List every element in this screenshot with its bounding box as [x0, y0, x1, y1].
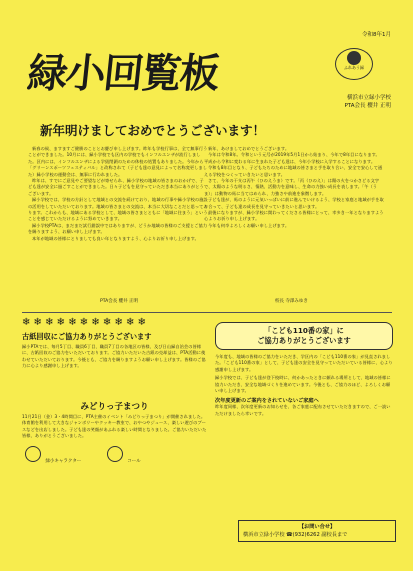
date: 令和8年1月: [362, 32, 391, 38]
festival-body: 11月21日（金）3・4時間目に、PTA主催のイベント「みどりっ子まつり」が開催されました。体育館を利用して大きなジャンボリーやクッキー教室で、おやつやジュース、楽しい遊びのブースなどを出店しました。子ども達の笑顔があふれる楽しい時間となりました。ご協力いただいた皆様、ありがとうございました。: [22, 414, 207, 439]
right-para: 令和も8年目となり、子どもたちのために地域の皆さまと手を取り合い、安全で安心して通える学校をつくっていきたいと思います。: [204, 165, 383, 177]
left-column: [28, 146, 208, 242]
section-110: [215, 322, 393, 417]
logo-text: ふれあう緑: [344, 65, 364, 70]
right-para: 新年、あけましておめでとうございます。: [208, 146, 290, 151]
callout-title-line2: ご協力ありがとうございます: [257, 336, 351, 345]
divider: [22, 312, 392, 313]
festival-characters: [22, 446, 207, 464]
section-title: 古紙回収にご協力ありがとうございます: [22, 332, 152, 341]
section-body: 緑小PTAでは、毎月5丁目、職員6丁目、職員7丁目の各地区の皆様、及び日山緑自治会の皆様に、古紙回収のご協力をいただいております。ご協力いただいた古紙の売却益は、PTA活動に使わせていただいております。今後とも、ご協力を賜りますようお願い申し上げます。皆様のご協力に心より感謝申し上げます。: [22, 344, 206, 369]
left-para: 昨年は、すでにご意見やご要望などが寄せられ、緑小学校の地域の皆さまのおかげで、子ども達が安全に過ごすことができました。日々子どもを見守っていただき本当にありがとうございます。: [28, 178, 204, 196]
character-icon: [25, 446, 41, 462]
school-info: [344, 94, 391, 110]
right-para: 最後になりますが、緑小学校に関わってくださる皆様にとって、幸多き一年となりますよう心よりお祈り申し上げます。: [204, 210, 384, 222]
callout-title: [215, 322, 393, 350]
right-para: 今年も何卒よろしくお願い申し上げます。: [208, 222, 290, 228]
character-icon: [107, 446, 123, 462]
left-para: 新春の候、ますますご健勝のこととお慶び申し上げます。昨年も学校行事は、全て無事行うことができました。10月には、緑小学校でも区内の学校でもインフルエンザが流行しました。区内には、インフルエンザによる学級閉鎖のための休校の処置もありました。今年から「グリーンスポーツフェスティバル」と改称されて（子ども達の意見によって名称変更しました）緑小学校の運動会は、無事に行われました。: [28, 146, 208, 177]
contact-box: [238, 520, 396, 542]
right-para: さて、今年の干支は丙午（ひのえうま）です。「丙（ひのえ）」は陽の火をつかさどる文字で、太陽のような明るさ、情熱、活動力を意味し、生命の力強い成長を表します。「午（うま）」は動物の馬に当てはめられ、力強さや前進を象徴します。: [204, 178, 380, 196]
left-para: 緑小学校PTAは、まだまだ試行錯誤中ではありますが、どうか地域の皆様のご支援とご協力を賜りますよう、お願い申し上げます。: [28, 222, 208, 235]
school-logo: [335, 48, 373, 80]
character-label-left: 緑小キャラクター: [45, 458, 82, 464]
right-column: [204, 146, 384, 229]
left-para: 本年が地域の皆様にとりましても良い年となりますよう、心よりお祈り申し上げます。: [32, 235, 199, 241]
contact-text: 横浜市立緑小学校 ☎(932)6262 副校長まで: [243, 532, 348, 538]
logo-icon: [347, 51, 361, 65]
sub-title: 次年度更新のご案内をされていないご家庭へ: [215, 398, 319, 405]
snow-decoration: ❄ ❄ ❄ ❄ ❄ ❄ ❄ ❄ ❄ ❄ ❄: [22, 317, 146, 328]
section-body-1: 今年度も、地域の皆様のご協力をいただき、学区内の「こども110番の家」が見直されました。「こども110番の家」として、子ども達の安全を見守っていただいている皆様に、心より感謝申し上げます。: [215, 354, 393, 372]
section-body-2: 緑小学校では、子ども達が登下校時に、何かあったときに頼れる場所として、地域の皆様に協力いただき、安全な地域づくりを進めています。今後とも、ご協力のほど、よろしくお願い申し上げます。: [215, 375, 391, 394]
character-label-right: コール: [127, 458, 141, 464]
festival-title: みどりっ子まつり: [80, 402, 149, 412]
pta-president: PTA会長 櫻井 正明: [344, 103, 391, 109]
section-recycling: [22, 318, 207, 370]
right-para: 子ども達が、馬のように元気いっぱいに前に進んでいけるよう、学校と家庭と地域が手を取り合って、子ども達の成長を見守っていきたいと思います。: [204, 197, 384, 209]
signature-pta: PTA会長 櫻井 正明: [100, 299, 139, 304]
right-para: 今年は令和8年。令和という元号が2019年5月1日から始まり、今年で8年目になります。平成から令和に変わる年に生まれた子ども達は、今年小学校に入学することになります。: [204, 152, 380, 164]
contact-label: 【お問い合せ】: [298, 524, 336, 530]
page-title: 緑小回覧板: [25, 50, 221, 97]
left-para: 緑小学校では、学校の方針として地域との交流を続けており、地域の行事や緑小学校の施設の活用をしていただいております。地域の皆さまとの交流は、本当に大切なことだと思っております。これからも、地域にある学校として、地域の皆さまとともに「地域に住まう」ということを感じていただけるように努めていきます。: [28, 197, 208, 222]
callout-title-line1: 「こども110番の家」に: [264, 326, 344, 335]
school-name: 横浜市立緑小学校: [346, 95, 391, 101]
section-body-3: 昨年度同様、次年度更新のお知らせを、各ご家庭に配布させていただきますので、ご一読いただけましたら幸いです。: [215, 404, 391, 416]
headline: 新年明けましておめでとうございます！: [40, 123, 266, 138]
signature-principal: 校長 寺澤みゆき: [275, 299, 308, 304]
section-festival: [22, 398, 207, 464]
